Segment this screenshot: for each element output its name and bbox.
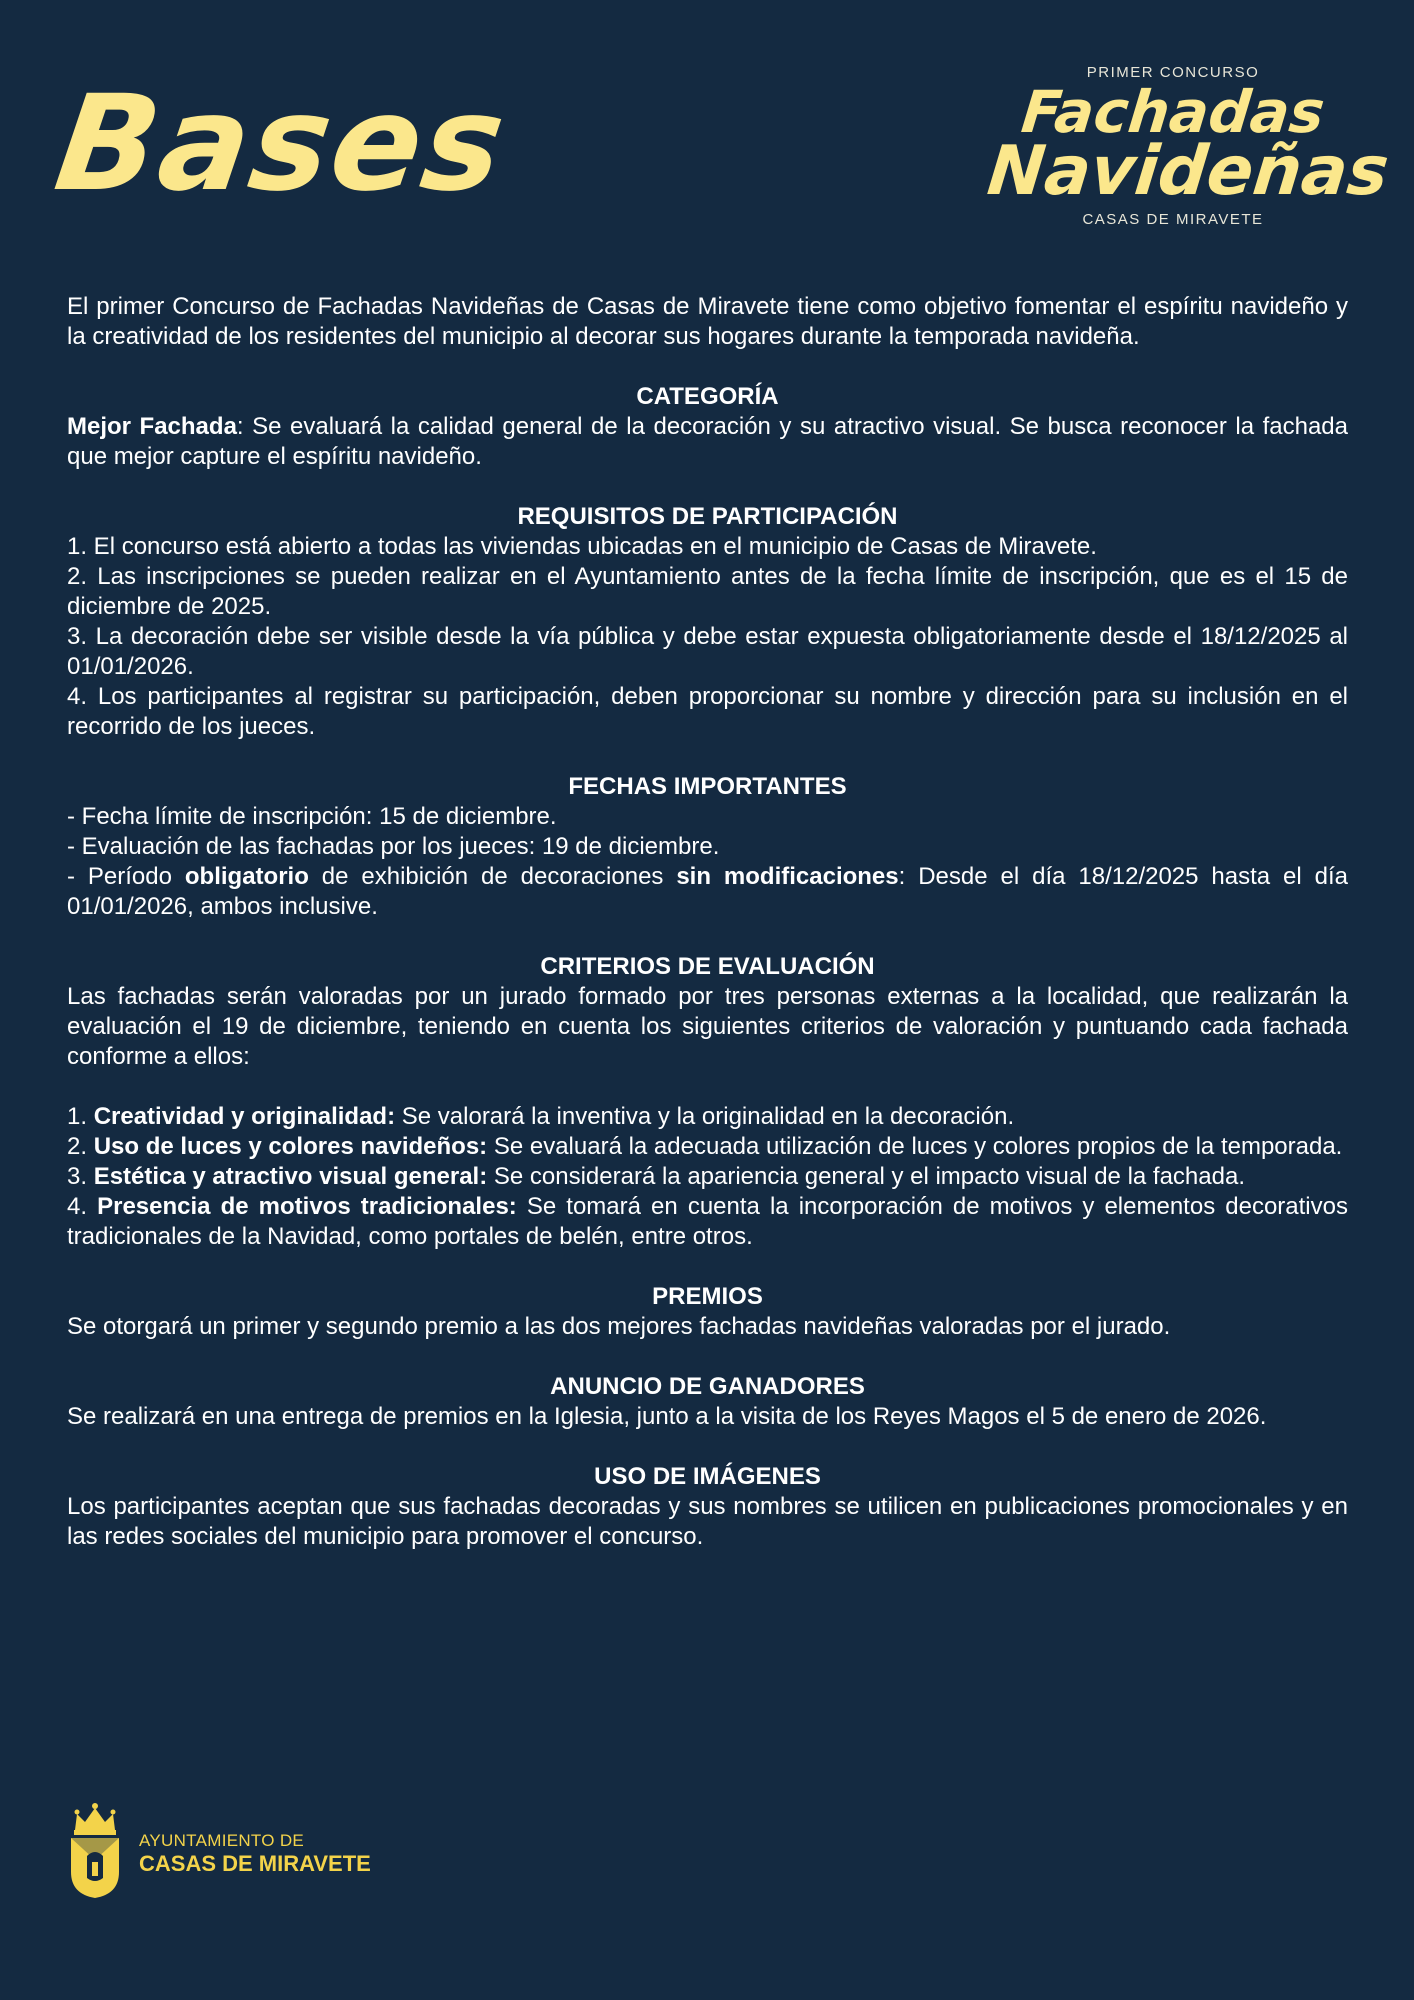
categoria-label: Mejor Fachada: [67, 413, 237, 440]
footer-text: [139, 1831, 371, 1877]
anuncio-paragraph: Se realizará en una entrega de premios en la Iglesia, junto a la visita de los Reyes Magos el 5 de enero de 2026.: [67, 1403, 1267, 1430]
requisito-item: 1. El concurso está abierto a todas las viviendas ubicadas en el municipio de Casas de Miravete.: [67, 533, 1097, 560]
categoria-paragraph: [67, 412, 1348, 472]
footer-logo: [67, 1800, 371, 1900]
fecha-bold: sin modificaciones: [676, 863, 899, 890]
criterio-text: Se tomará en cuenta la incorporación de motivos y elementos decorativos tradicionales de la Navidad, como portales de belén, entre otros.: [67, 1193, 1348, 1250]
requisito-item: 4. Los participantes al registrar su participación, deben proporcionar su nombre y dirección para su inclusión en el recorrido de los jueces.: [67, 683, 1348, 740]
fecha-item: - Evaluación de las fachadas por los jueces: 19 de diciembre.: [67, 833, 720, 860]
criterio-label: Uso de luces y colores navideños:: [93, 1133, 488, 1160]
criterio-num: 4.: [67, 1193, 98, 1220]
logo-line-2: Navideñas: [983, 132, 1393, 212]
fechas-heading: FECHAS IMPORTANTES: [568, 773, 847, 800]
premios-paragraph: Se otorgará un primer y segundo premio a las dos mejores fachadas navideñas valoradas por el jurado.: [67, 1313, 1171, 1340]
fecha-item-periodo: [67, 862, 1348, 922]
logo-line-1: Fachadas: [1018, 78, 1328, 146]
contest-logo: [983, 64, 1393, 228]
premios-heading: PREMIOS: [652, 1283, 763, 1310]
criterio-label: Presencia de motivos tradicionales:: [97, 1193, 517, 1220]
criterio-item: [67, 1162, 1348, 1192]
logo-top-text: PRIMER CONCURSO: [1086, 64, 1260, 81]
criterio-text: Se valorará la inventiva y la originalidad en la decoración.: [395, 1103, 1015, 1130]
footer-line-1: AYUNTAMIENTO DE: [139, 1831, 305, 1850]
requisito-item: 2. Las inscripciones se pueden realizar en el Ayuntamiento antes de la fecha límite de inscripción, que es el 15 de diciembre de 2025.: [67, 563, 1348, 620]
criterio-item: [67, 1102, 1348, 1132]
criterio-item: [67, 1132, 1348, 1162]
anuncio-heading: ANUNCIO DE GANADORES: [550, 1373, 865, 1400]
coat-of-arms-icon: [67, 1800, 123, 1900]
criterio-num: 2.: [67, 1133, 94, 1160]
criterio-item: [67, 1192, 1348, 1252]
imagenes-heading: USO DE IMÁGENES: [594, 1463, 821, 1490]
rules-body: [67, 292, 1348, 1552]
imagenes-paragraph: Los participantes aceptan que sus fachadas decoradas y sus nombres se utilicen en publicaciones promocionales y en las redes sociales del municipio para promover el concurso.: [67, 1493, 1348, 1550]
requisitos-heading: REQUISITOS DE PARTICIPACIÓN: [517, 503, 898, 530]
intro-paragraph: El primer Concurso de Fachadas Navideñas de Casas de Miravete tiene como objetivo fomentar el espíritu navideño y la creatividad de los residentes del municipio al decorar sus hogares durante la temporada navideña.: [67, 293, 1348, 350]
criterios-heading: CRITERIOS DE EVALUACIÓN: [540, 953, 875, 980]
fecha-text: - Período: [67, 863, 185, 890]
requisito-item: 3. La decoración debe ser visible desde la vía pública y debe estar expuesta obligatoriamente desde el 18/12/2025 al 01/01/2026.: [67, 623, 1348, 680]
logo-bottom-text: CASAS DE MIRAVETE: [1082, 210, 1264, 228]
criterio-label: Estética y atractivo visual general:: [93, 1163, 488, 1190]
criterios-intro: Las fachadas serán valoradas por un jurado formado por tres personas externas a la localidad, que realizarán la evaluación el 19 de diciembre, teniendo en cuenta los siguientes criterios de valoración y puntuando cada fachada conforme a ellos:: [67, 983, 1348, 1070]
criterio-text: Se considerará la apariencia general y el impacto visual de la fachada.: [487, 1163, 1245, 1190]
fecha-text: : Desde el día 18/12/2025 hasta el día 01/01/2026, ambos inclusive.: [67, 863, 1348, 920]
fecha-item: - Fecha límite de inscripción: 15 de diciembre.: [67, 803, 557, 830]
categoria-text: : Se evaluará la calidad general de la decoración y su atractivo visual. Se busca reconocer la fachada que mejor capture el espíritu navideño.: [67, 413, 1349, 470]
page-title: Bases: [47, 67, 516, 221]
categoria-heading: CATEGORÍA: [636, 383, 779, 410]
fecha-text: de exhibición de decoraciones: [308, 863, 677, 890]
criterio-num: 3.: [67, 1163, 94, 1190]
criterio-label: Creatividad y originalidad:: [93, 1103, 396, 1130]
fecha-bold: obligatorio: [184, 863, 309, 890]
footer-line-2: CASAS DE MIRAVETE: [139, 1851, 371, 1876]
criterio-text: Se evaluará la adecuada utilización de luces y colores propios de la temporada.: [487, 1133, 1343, 1160]
criterio-num: 1.: [67, 1103, 94, 1130]
